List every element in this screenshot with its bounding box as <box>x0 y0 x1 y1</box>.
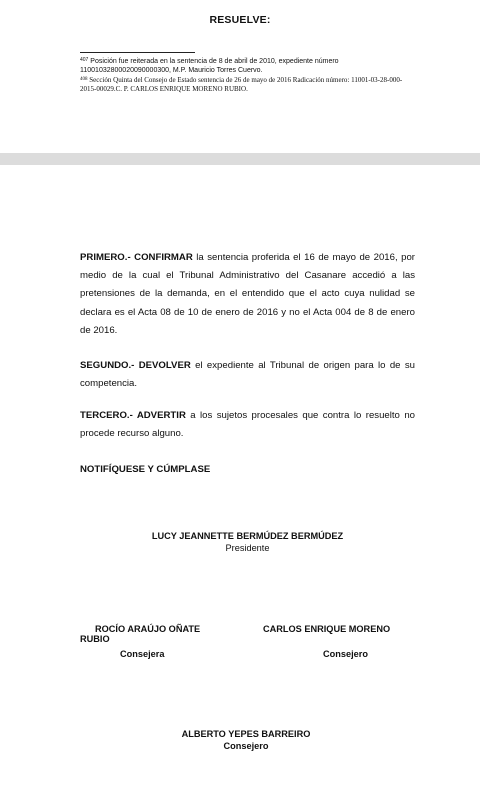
tercero-text: a los sujetos procesales que contra lo resuelto no procede recurso alguno. <box>80 410 415 440</box>
primero-text: la sentencia proferida el 16 de mayo de 2016, por medio de la cual el Tribunal Administrativo del Casanare accedió a las pretensiones de la demanda, en el entendido que el acto cuya nulidad se declara es el Acta 08 de 10 de enero de 2016 y no el Acta 004 de 8 de enero de 2016. <box>80 252 416 336</box>
paragraph-segundo <box>80 357 415 393</box>
segundo-label: SEGUNDO.- DEVOLVER <box>80 360 191 371</box>
footnote-divider <box>80 52 195 53</box>
left-signatory-name <box>80 624 240 644</box>
president-role: Presidente <box>225 543 270 553</box>
left-name-line2: RUBIO <box>80 634 110 644</box>
paragraph-tercero <box>80 407 415 443</box>
paragraph-primero <box>80 249 415 340</box>
left-name-line1: ROCÍO ARAÚJO OÑATE <box>95 624 201 634</box>
right-signatory-name: CARLOS ENRIQUE MORENO <box>263 624 391 634</box>
page-break <box>0 153 480 165</box>
tercero-label: TERCERO.- ADVERTIR <box>80 410 186 421</box>
segundo-text: el expediente al Tribunal de origen para lo de su competencia. <box>80 360 415 390</box>
footnote-text: Posición fue reiterada en la sentencia de 8 de abril de 2010, expediente número 11001032800020090000300, M.P. Mauricio Torres Cuervo. <box>80 58 339 75</box>
closing-statement: NOTIFÍQUESE Y CÚMPLASE <box>80 464 211 475</box>
resolve-heading: RESUELVE: <box>209 14 271 26</box>
bottom-signatory-role: Consejero <box>223 741 269 751</box>
footnote-408 <box>80 76 410 95</box>
footnote-mark: 408 <box>80 76 88 82</box>
footnote-407 <box>80 57 410 76</box>
left-signatory-role: Consejera <box>120 649 165 659</box>
footnote-mark: 407 <box>80 57 89 63</box>
right-signatory-role: Consejero <box>323 649 368 659</box>
bottom-signatory-name: ALBERTO YEPES BARREIRO <box>181 729 311 739</box>
footnotes <box>80 57 410 95</box>
footnote-text: Sección Quinta del Consejo de Estado sentencia de 26 de mayo de 2016 Radicación número: 11001-03-28-000-2015-00029.C. P. CARLOS ENRIQUE MORENO RUBIO. <box>80 75 403 94</box>
president-name: LUCY JEANNETTE BERMÚDEZ BERMÚDEZ <box>151 531 344 541</box>
primero-label: PRIMERO.- CONFIRMAR <box>80 252 193 263</box>
